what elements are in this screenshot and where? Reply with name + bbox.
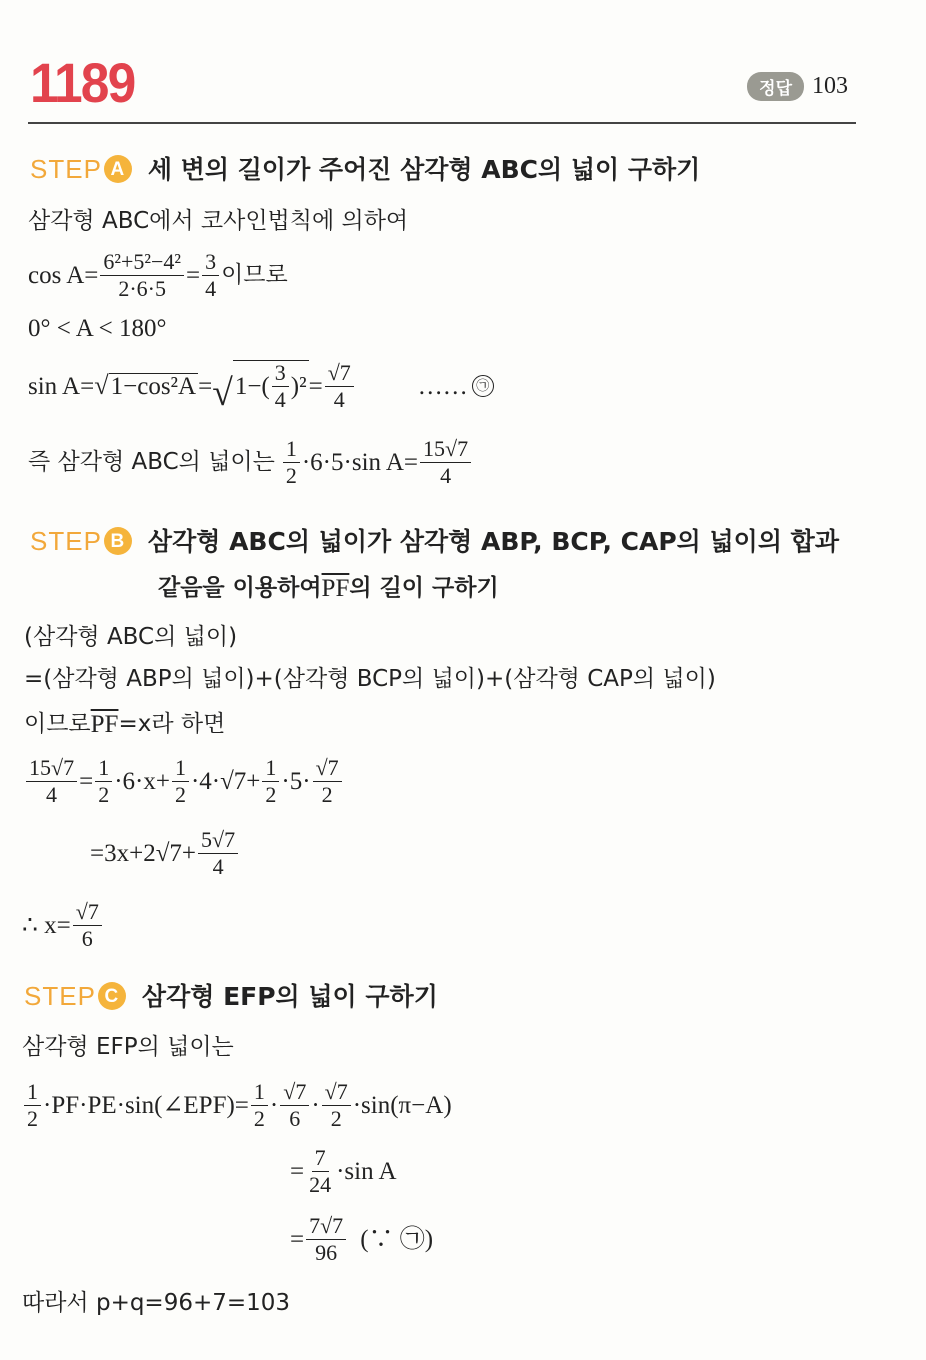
step-a-heading (30, 155, 700, 183)
answer-area (747, 72, 848, 101)
header-divider (28, 122, 856, 124)
step-c-eq1: $\frac{1}{2}$ ·PF·PE·sin(∠EPF)= $\frac{1}{2}$ · $\frac{√7}{6}$ · $\frac{√7}{2}$ ·sin(π−A) (22, 1080, 452, 1131)
step-b-title: 삼각형 ABC의 넓이가 삼각형 ABP, BCP, CAP의 넓이의 합과 (147, 526, 839, 556)
sin-equation: sin A= √ 1−cos²A = √ 1−( $\frac{3}{4}$ )² = $\frac{√7}{4}$ …… ㉠ (28, 360, 494, 412)
marker-circle: ㉠ (472, 375, 494, 397)
answer-value: 103 (812, 73, 848, 99)
step-b-eq1: $\frac{15√7}{4}$ = $\frac{1}{2}$ ·6·x+ $\frac{1}{2}$ ·4·√7+ $\frac{1}{2}$ ·5· $\frac{√7}{2}$ (24, 756, 344, 807)
answer-badge: 정답 (747, 72, 804, 101)
step-c-title: 삼각형 EFP의 넓이 구하기 (141, 981, 438, 1011)
step-b-line2: =(삼각형 ABP의 넓이)+(삼각형 BCP의 넓이)+(삼각형 CAP의 넓이) (24, 666, 716, 692)
area-abc: 즉 삼각형 ABC의 넓이는 $\frac{1}{2}$ ·6·5·sin A= $\frac{15√7}{4}$ (28, 437, 473, 488)
step-b-eq2: =3x+2√7+ $\frac{5√7}{4}$ (90, 828, 240, 879)
problem-number: 1189 (30, 51, 135, 114)
conclusion: 따라서 p+q=96+7=103 (22, 1290, 291, 1316)
step-b-result: ∴ x= $\frac{√7}{6}$ (22, 900, 104, 951)
step-a-title: 세 변의 길이가 주어진 삼각형 ABC의 넓이 구하기 (147, 154, 701, 184)
step-a-intro: 삼각형 ABC에서 코사인법칙에 의하여 (28, 208, 409, 234)
step-c-eq2: = $\frac{7}{24}$ ·sin A (290, 1145, 397, 1198)
step-c-heading (24, 982, 438, 1010)
step-c-label: STEP C (24, 982, 126, 1010)
step-c-eq3: = $\frac{7√7}{96}$ (∵ ㉠) (290, 1213, 434, 1266)
cos-equation: cos A= $\frac{\text{6²+5²−4²}}{2\cdot 6\cdot 5}$ = $\frac{3}{4}$ 이므로 (28, 249, 288, 302)
angle-range: 0° < A < 180° (28, 315, 167, 342)
step-b-title-cont: 같음을 이용하여 $\overline{PF}$ 의 길이 구하기 (158, 575, 499, 602)
step-b-line3: 이므로 $\overline{PF}$ =x라 하면 (24, 711, 226, 738)
step-a-label: STEP A (30, 155, 132, 183)
step-b-label: STEP B (30, 527, 132, 555)
step-b-line1: (삼각형 ABC의 넓이) (24, 624, 238, 650)
step-c-intro: 삼각형 EFP의 넓이는 (22, 1034, 234, 1060)
step-b-heading (30, 527, 839, 555)
